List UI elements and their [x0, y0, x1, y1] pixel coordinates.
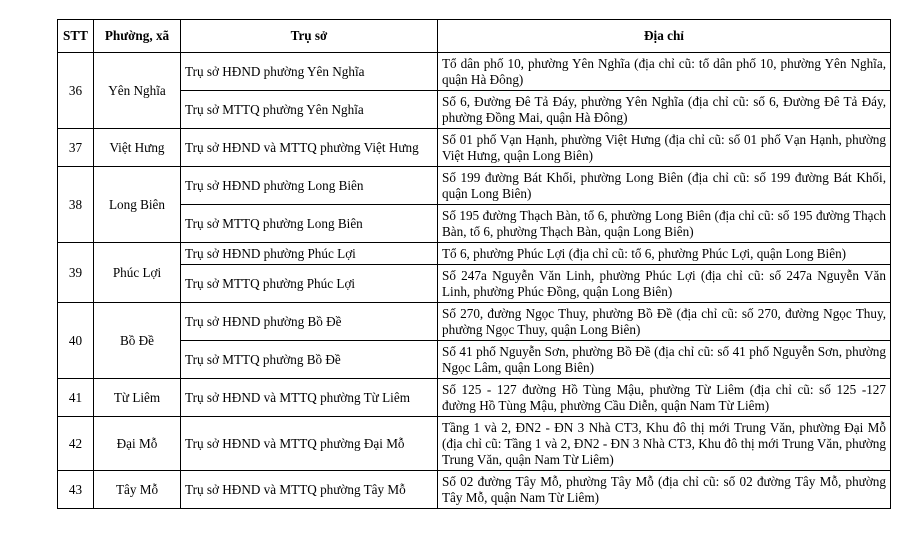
office-cell: Trụ sở HĐND phường Bồ Đề — [181, 303, 438, 341]
stt-cell: 40 — [58, 303, 94, 379]
office-cell: Trụ sở HĐND và MTTQ phường Từ Liêm — [181, 379, 438, 417]
office-cell: Trụ sở MTTQ phường Yên Nghĩa — [181, 91, 438, 129]
stt-cell: 42 — [58, 417, 94, 471]
ward-cell: Long Biên — [94, 167, 181, 243]
address-cell: Số 01 phố Vạn Hạnh, phường Việt Hưng (địa chỉ cũ: số 01 phố Vạn Hạnh, phường Việt Hưng, quận Long Biên) — [438, 129, 891, 167]
table-row — [58, 53, 891, 91]
ward-cell: Từ Liêm — [94, 379, 181, 417]
stt-cell: 41 — [58, 379, 94, 417]
table-row — [58, 265, 891, 303]
office-cell: Trụ sở MTTQ phường Phúc Lợi — [181, 265, 438, 303]
office-cell: Trụ sở MTTQ phường Bồ Đề — [181, 341, 438, 379]
office-cell: Trụ sở MTTQ phường Long Biên — [181, 205, 438, 243]
table-row — [58, 205, 891, 243]
stt-cell: 43 — [58, 471, 94, 509]
header-ward: Phường, xã — [94, 20, 181, 53]
address-cell: Số 02 đường Tây Mỗ, phường Tây Mỗ (địa chỉ cũ: số 02 đường Tây Mỗ, phường Tây Mỗ, quận Nam Từ Liêm) — [438, 471, 891, 509]
stt-cell: 38 — [58, 167, 94, 243]
ward-cell: Phúc Lợi — [94, 243, 181, 303]
table-row — [58, 91, 891, 129]
ward-cell: Bồ Đề — [94, 303, 181, 379]
address-cell: Số 41 phố Nguyễn Sơn, phường Bồ Đề (địa chỉ cũ: số 41 phố Nguyễn Sơn, phường Ngọc Lâm, quận Long Biên) — [438, 341, 891, 379]
header-office: Trụ sở — [181, 20, 438, 53]
ward-cell: Đại Mỗ — [94, 417, 181, 471]
office-cell: Trụ sở HĐND và MTTQ phường Việt Hưng — [181, 129, 438, 167]
table-row — [58, 129, 891, 167]
header-stt: STT — [58, 20, 94, 53]
stt-cell: 37 — [58, 129, 94, 167]
address-cell: Số 199 đường Bát Khối, phường Long Biên (địa chỉ cũ: số 199 đường Bát Khối, quận Long Biên) — [438, 167, 891, 205]
table-row — [58, 341, 891, 379]
office-cell: Trụ sở HĐND phường Long Biên — [181, 167, 438, 205]
table-row — [58, 303, 891, 341]
address-cell: Tầng 1 và 2, ĐN2 - ĐN 3 Nhà CT3, Khu đô thị mới Trung Văn, phường Đại Mỗ (địa chỉ cũ: Tầng 1 và 2, ĐN2 - ĐN 3 Nhà CT3, Khu đô thị mới Trung Văn, phường Trung Văn, quận Nam Từ Liêm) — [438, 417, 891, 471]
office-cell: Trụ sở HĐND và MTTQ phường Đại Mỗ — [181, 417, 438, 471]
stt-cell: 39 — [58, 243, 94, 303]
ward-cell: Yên Nghĩa — [94, 53, 181, 129]
table-row — [58, 243, 891, 265]
header-row — [58, 20, 891, 53]
stt-cell: 36 — [58, 53, 94, 129]
address-cell: Tổ dân phố 10, phường Yên Nghĩa (địa chỉ cũ: tổ dân phố 10, phường Yên Nghĩa, quận Hà Đông) — [438, 53, 891, 91]
ward-cell: Tây Mỗ — [94, 471, 181, 509]
address-cell: Số 6, Đường Đê Tả Đáy, phường Yên Nghĩa (địa chỉ cũ: số 6, Đường Đê Tả Đáy, phường Đồng Mai, quận Hà Đông) — [438, 91, 891, 129]
table-row — [58, 379, 891, 417]
office-address-table — [57, 19, 891, 509]
table-row — [58, 471, 891, 509]
address-cell: Số 195 đường Thạch Bàn, tổ 6, phường Long Biên (địa chỉ cũ: số 195 đường Thạch Bàn, tổ 6, phường Thạch Bàn, quận Long Biên) — [438, 205, 891, 243]
table-row — [58, 417, 891, 471]
ward-cell: Việt Hưng — [94, 129, 181, 167]
address-cell: Tổ 6, phường Phúc Lợi (địa chỉ cũ: tổ 6, phường Phúc Lợi, quận Long Biên) — [438, 243, 891, 265]
header-address: Địa chỉ — [438, 20, 891, 53]
office-cell: Trụ sở HĐND và MTTQ phường Tây Mỗ — [181, 471, 438, 509]
address-cell: Số 247a Nguyễn Văn Linh, phường Phúc Lợi (địa chỉ cũ: số 247a Nguyễn Văn Linh, phường Phúc Đồng, quận Long Biên) — [438, 265, 891, 303]
address-cell: Số 125 - 127 đường Hồ Tùng Mậu, phường Từ Liêm (địa chỉ cũ: số 125 -127 đường Hồ Tùng Mậu, phường Cầu Diễn, quận Nam Từ Liêm) — [438, 379, 891, 417]
office-cell: Trụ sở HĐND phường Yên Nghĩa — [181, 53, 438, 91]
address-cell: Số 270, đường Ngọc Thuy, phường Bồ Đề (địa chỉ cũ: số 270, đường Ngọc Thuy, phường Ngọc Thuy, quận Long Biên) — [438, 303, 891, 341]
table-row — [58, 167, 891, 205]
office-cell: Trụ sở HĐND phường Phúc Lợi — [181, 243, 438, 265]
